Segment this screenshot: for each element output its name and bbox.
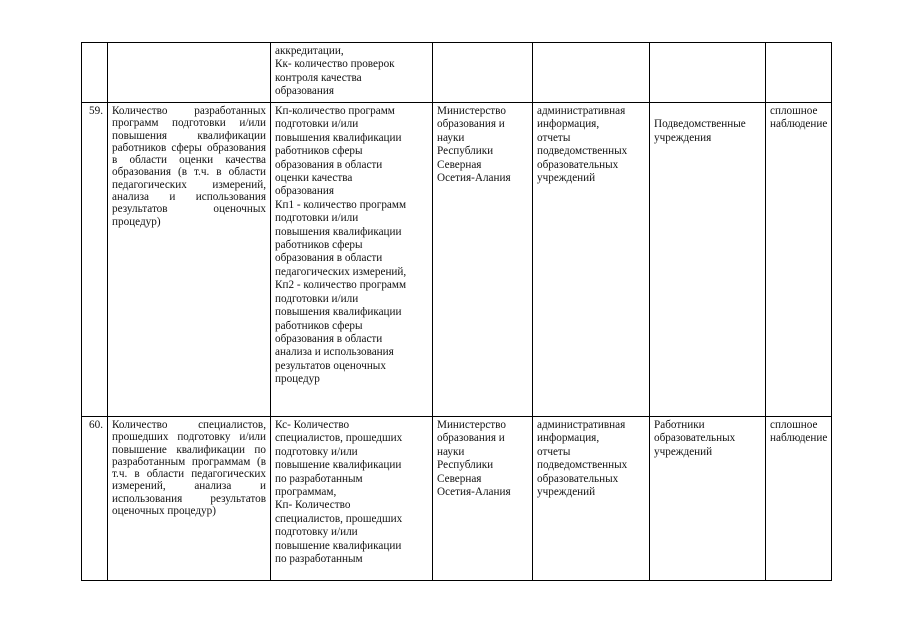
row-number: 60. [89, 419, 103, 431]
table-row [82, 417, 832, 581]
method-cell [766, 43, 832, 103]
table-row [82, 103, 832, 417]
unit-cell [650, 417, 766, 581]
method-cell [766, 103, 832, 417]
row-number-cell [82, 43, 108, 103]
source-cell [533, 103, 650, 417]
responsible-cell [433, 43, 533, 103]
method-text: сплошное наблюдение [770, 105, 828, 131]
row-number-cell [82, 417, 108, 581]
method-cell [766, 417, 832, 581]
indicator-cell [108, 43, 271, 103]
responsible-cell [433, 417, 533, 581]
row-number-cell [82, 103, 108, 417]
method-text: сплошное наблюдение [770, 419, 828, 445]
responsible-cell [433, 103, 533, 417]
indicator-cell [108, 417, 271, 581]
source-cell [533, 417, 650, 581]
formula-text: Кп-количество программ подготовки и/или повышения квалификации работников сферы образования в области оценки качества образования Кп1 - количество программ подготовки и/или повышения квалификации работников сферы образования в области педагогических измерений, Кп2 - количество программ подготовки и/или повышения квалификации работников сферы образования в области анализа и использования результатов оценочных процедур [275, 105, 407, 386]
formula-cell [271, 43, 433, 103]
indicator-text: Количество специалистов, прошедших подготовку и/или повышение квалификации по разработанным программам (в т.ч. в области педагогических измерений, анализа и использования результатов оценочных процедур) [112, 419, 266, 518]
responsible-text: Министерство образования и науки Республики Северная Осетия-Алания [437, 419, 511, 499]
source-text: административная информация, отчеты подведомственных образовательных учреждений [537, 419, 628, 499]
table-row [82, 43, 832, 103]
source-cell [533, 43, 650, 103]
row-number: 59. [89, 105, 103, 117]
formula-text: Кс- Количество специалистов, прошедших подготовку и/или повышение квалификации по разработанным программам, Кп- Количество специалистов, прошедших подготовку и/или повышение квалификации по разработанным [275, 419, 403, 566]
unit-cell [650, 43, 766, 103]
indicator-text: Количество разработанных программ подготовки и/или повышения квалификации работников сферы образования в области оценки качества образования (в т.ч. в области педагогических измерений, анализа и использования результатов оценочных процедур) [112, 105, 266, 228]
unit-text: Подведомственные учреждения [654, 118, 746, 144]
formula-cell [271, 103, 433, 417]
formula-text: аккредитации, Кк- количество проверок контроля качества образования [275, 45, 395, 98]
source-text: административная информация, отчеты подведомственных образовательных учреждений [537, 105, 628, 185]
responsible-text: Министерство образования и науки Республики Северная Осетия-Алания [437, 105, 511, 185]
unit-cell [650, 103, 766, 417]
indicator-cell [108, 103, 271, 417]
indicators-table [81, 42, 832, 581]
formula-cell [271, 417, 433, 581]
unit-text: Работники образовательных учреждений [654, 419, 736, 458]
